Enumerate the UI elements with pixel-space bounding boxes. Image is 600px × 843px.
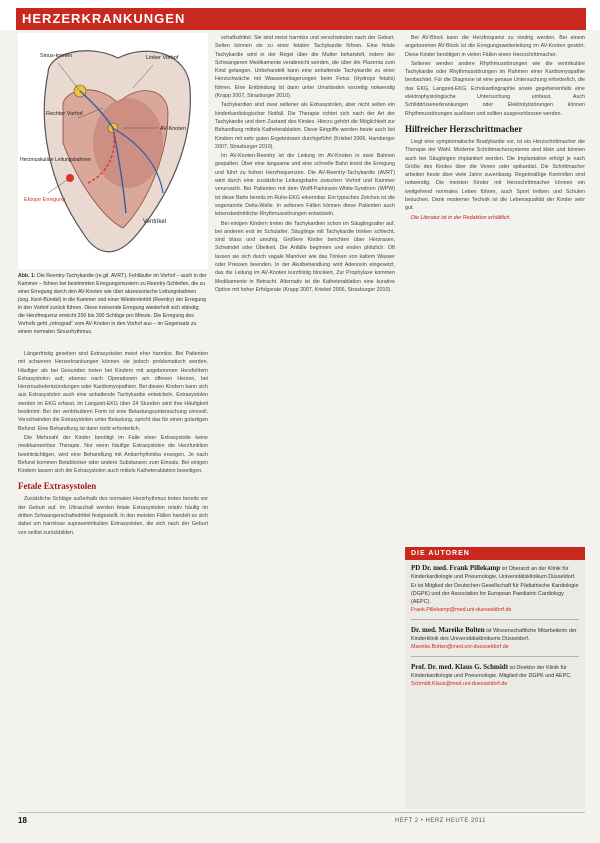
heart-diagram <box>18 33 208 269</box>
caption-text: Die Reentry-Tachykardie (re.gil. AVRT). Fehlläufer im Vorhof – auch in der Kammer – führen bei bestimmten Erregungsmustern zu Reentry-Schleifen, die zu einer Erregung durch den AV-Knoten wie über akzessorische Leitungsbahnen (sog. Kent-Bündel) in die Kammer und einer Wiedereintritt (Reentry) der Erregung in den Vorhof zurück führen. Diese kreisende Erregung wiederholt sich ständig; die Herzfrequenz erreicht 200 bis 300 Schläge pro Minute. Die Erregung des Vorhofs geht „retrograd“ vom AV-Knoten in den Vorhof aus – im Gegensatz zu einem normalen Sinusrhythmus. <box>18 273 207 335</box>
authors-box <box>405 547 585 809</box>
author-email-link[interactable]: Mareike.Bolten@med.uni-duesseldorf.de <box>411 644 509 651</box>
author-bio: ist Oberarzt an der Klinik für Kinderkardiologie und Pneumologie, Universitätsklinikum Düsseldorf. Er ist Mitglied der Deutschen Gesellschaft für Pädiatrische Kardiologie (DGPK) und der Association for European Paediatric Cardiology (AEPC). <box>411 566 579 606</box>
section-title: HERZERKRANKUNGEN <box>22 11 186 26</box>
body-paragraph: Die Mehrzahl der Kinder benötigt im Falle einer Extrasystolie keine medikamentöse Therapie. Nur wenn häufige Extrasystolen die Herzfunktion beeinträchtigen, wird eine Behandlung mit Antiarrhythmika erwogen. Je nach Befund kommen Betablocker oder andere Substanzen zum Einsatz. Bei einigen Kindern lassen sich die Extrasystolen auch mittels Katheterablation beseitigen. <box>18 434 208 475</box>
body-paragraph: Bei AV-Block kann die Herzfrequenz zu niedrig werden. Bei einem angeborenen AV-Block ist die Erregungsweiterleitung im AV-Knoten gestört. Diese Kinder benötigen in vielen Fällen einen Herzschrittmacher. <box>405 35 585 58</box>
section-banner <box>0 0 600 30</box>
divider <box>411 619 579 620</box>
column-1 <box>18 350 208 538</box>
heart-illustration <box>18 33 208 269</box>
author-name: PD Dr. med. Frank Pillekamp <box>411 564 501 572</box>
author-bio: ist Direktor der Klinik für Kinderkardiologie und Pneumologie. Mitglied der DGPK und AEPC. <box>411 664 572 679</box>
label-av-node: AV-Knoten <box>160 126 186 132</box>
author-email-link[interactable]: Frank.Pillekamp@med.uni-duesseldorf.de <box>411 607 512 614</box>
author-email-link[interactable]: Schmidt.Klaus@med.uni-duesseldorf.de <box>411 681 508 688</box>
author-bio: ist Wissenschaftliche Mitarbeiterin der Kinderklinik des Universitätsklinikums Düsseldorf. <box>411 627 577 643</box>
label-sinus: Sinus-knoten <box>40 53 73 59</box>
body-paragraph: Im AV-Knoten-Reentry ist die Leitung im AV-Knoten in zwei Bahnen gespalten. Über eine langsame und eine schnelle Bahn kreist die Erregung und führt zu hohen Herzfrequenzen. Die AV-Reentry-Tachykardie (AVRT) wird durch eine zusätzliche Leitungsbahn zwischen Vorhof und Kammer verursacht. Bei Patienten mit dem Wolff-Parkinson-White-Syndrom (WPW) ist diese Bahn bereits im Ruhe-EKG erkennbar. Ein typisches Zeichen ist die sogenannte Delta-Welle. In seltenen Fällen können diese Patienten auch lebensbedrohliche Rhythmusstörungen entwickeln. <box>215 153 395 218</box>
body-paragraph: Bei einigen Kindern treten die Tachykardien schon im Säuglingsalter auf, bei anderen erst im Schulalter. Säuglinge mit Tachykardie trinken schlecht, sind blass und unruhig. Größere Kinder berichten über Herzrasen, Schwindel oder Übelkeit. Die Anfälle beginnen und enden plötzlich. Oft lassen sie sich durch vagale Manöver wie das Trinken von kaltem Wasser oder Pressen beenden. In der Akutbehandlung wird Adenosin eingesetzt, das die Leitung im AV-Knoten kurzfristig blockiert. Zur Prophylaxe kommen Medikamente in Betracht. Alternativ ist die Katheterablation eine kurative Option mit hoher Erfolgsrate (Krapp 2007, Kriebel 2006, Strasburger 2010). <box>215 220 395 293</box>
column-2 <box>215 34 395 295</box>
subheading-pacemaker: Hilfreicher Herzschrittmacher <box>405 123 523 134</box>
author-entry <box>405 659 585 691</box>
body-paragraph: Liegt eine symptomatische Bradykardie vor, ist ein Herzschrittmacher die Therapie der Wahl. Moderne Schrittmachersysteme sind klein und können auch bei Säuglingen implantiert werden. Die Implantation erfolgt je nach Größe des Kindes über die Venen oder epikardial. Die Schrittmacher arbeiten heute über viele Jahre zuverlässig. Regelmäßige Kontrollen sind notwendig. Die meisten Kinder mit Herzschrittmacher können ein weitgehend normales Leben führen, auch Sport treiben und Schulen besuchen. Dank moderner Technik ist die Lebensqualität der Kinder sehr gut. <box>405 138 585 212</box>
author-entry <box>405 560 585 617</box>
label-ventricle: Ventrikel <box>143 219 167 225</box>
author-name: Prof. Dr. med. Klaus G. Schmidt <box>411 662 509 671</box>
body-paragraph: schaftsdrittel. Sie sind meist harmlos und verschwinden nach der Geburt. Selten können sie zu einer fetalen Tachykardie führen. Eine fetale Tachykardie wird in der Regel über die Mutter behandelt, indem der Schwangeren Medikamente verabreicht werden, die über die Plazenta zum Kind gelangen. Unbehandelt kann eine anhaltende Tachykardie zu einer Herzschwäche mit Wassereinlagerungen beim Fetus (Hydrops fetalis) führen. Eine Entbindung ist dann unter Umständen vorzeitig notwendig (Krapp 2007, Strasburger 2010). <box>215 35 395 100</box>
author-entry <box>405 622 585 654</box>
divider <box>411 656 579 657</box>
body-paragraph: Längerfristig gesehen sind Extrasystolen meist eher harmlos. Bei Patienten mit schweren Herzerkrankungen können sie jedoch problematisch werden. Häufiger als bei Gesunden treten bei Kindern mit angeborenen Herzfehlern Extrasystolen auf; ebenso nach Operationen am offenen Herzen, bei Herzmuskelentzündungen oder Kardiomyopathien. Bei diesen Kindern kann sich aus Extrasystolen auch eine anhaltende Tachykardie entwickeln. Extrasystolen werden im EKG erfasst, im Langzeit-EKG über 24 Stunden wird ihre Häufigkeit bestimmt. Bei der ventrikulären Form ist eine Belastungsuntersuchung sinnvoll. Verschwinden die Extrasystolen unter Belastung, spricht das für einen gutartigen Befund. Eine Behandlung ist dann nicht erforderlich. <box>18 351 208 432</box>
body-paragraph: Zusätzliche Schläge außerhalb des normalen Herzrhythmus treten bereits vor der Geburt auf. Im Ultraschall werden fetale Extrasystolen relativ häufig im dritten Schwangerschaftsdrittel festgestellt. In den meisten Fällen handelt es sich dabei um harmlose supraventrikuläre Extrasystolen, die sich nach der Geburt von selbst zurückbilden. <box>18 496 208 536</box>
label-conduction: Herzmuskuläre Leitungsbahnen <box>20 157 91 163</box>
caption-lead: Abb. 1: <box>18 273 36 279</box>
label-ectopic: Ektope Erregung <box>24 197 66 203</box>
page-number: 18 <box>18 816 27 825</box>
figure-caption <box>18 272 208 336</box>
body-paragraph: Seltener werden andere Rhythmusstörungen wie die ventrikuläre Tachykardie oder Rhythmusstörungen im Rahmen einer Kardiomyopathie beobachtet. Für die Diagnose ist eine genaue Untersuchung erforderlich, die das EKG, Langzeit-EKG, Echokardiographie sowie gegebenenfalls eine elektrophysiologische Untersuchung umfasst. Auch Schilddrüsenerkrankungen oder Elektrolytstörungen können Rhythmusstörungen auslösen und sollten ausgeschlossen werden. <box>405 60 585 117</box>
body-paragraph: Tachykardien sind zwar seltener als Extrasystolen, aber nicht selten ein kinderkardiologischer Notfall. Die Therapie richtet sich nach der Art der Tachykardie und dem Zustand des Kindes. Hierzu gehört die Möglichkeit zur Behandlung mittels Katheterablation. Diese Eingriffe werden heute auch bei Kindern mit sehr guten Ergebnissen durchgeführt (Kriebel 2006, Hamberger 2007, Strasburger 2010). <box>215 102 395 150</box>
label-atrium-left: Linker Vorhof <box>146 55 179 61</box>
literature-note: Die Literatur ist in der Redaktion erhältlich. <box>411 214 511 221</box>
issue-label: HEFT 2 • HERZ HEUTE 2011 <box>395 818 486 824</box>
author-name: Dr. med. Mareike Bolten <box>411 625 485 634</box>
column-3 <box>405 34 585 223</box>
authors-heading: DIE AUTOREN <box>405 547 585 560</box>
subheading-fetal: Fetale Extrasystolen <box>18 481 97 492</box>
label-atrium-right: Rechter Vorhof <box>46 111 83 117</box>
footer-divider <box>18 812 585 813</box>
